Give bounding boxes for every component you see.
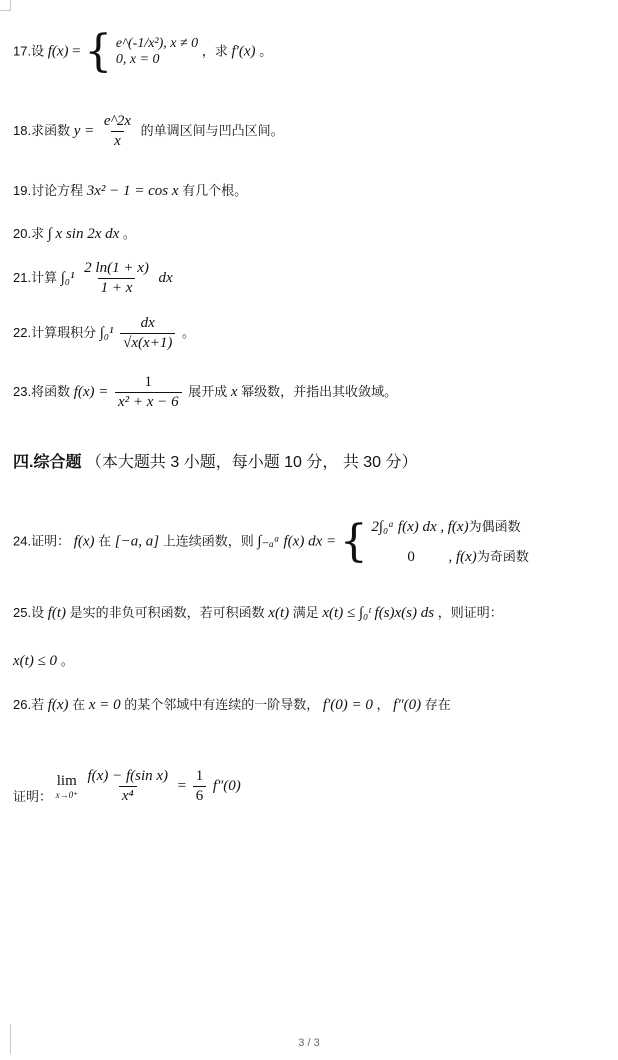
question-25: 25.设 f(t) 是实的非负可积函数，若可积函数 x(t) 满足 x(t) ≤ ∫₀ᵗ f(s)x(s) ds ，则证明： <box>13 605 503 621</box>
question-23: 23.将函数 f(x) = $\frac{1}{\text{x² + x − 6}}$ 展开成 x 幂级数，并指出其收敛域。 <box>13 374 398 410</box>
question-19: 19.讨论方程 3x² − 1 = cos x 有几个根。 <box>13 183 248 199</box>
question-24: 24.证明： f(x) 在 [−a, a] 上连续函数，则 ∫₋ₐᵃ f(x) dx = { 2∫₀ᵃ f(x) dx , f(x)为偶函数 0 , f(x)为奇函数 <box>13 516 529 567</box>
question-22: 22.计算瑕积分 ∫₀¹ $\frac{dx}{√x(x+1)}$ 。 <box>13 315 195 351</box>
case-brace: { <box>339 516 368 567</box>
fraction: $\frac{1}{\text{x² + x − 6}}$ <box>115 374 182 411</box>
limit: lim x→0⁺ <box>55 772 78 800</box>
case-brace: { <box>84 26 113 77</box>
section-heading: 四.综合题 （本大题共 3 小题，每小题 10 分， 共 30 分） <box>13 454 418 471</box>
question-17: 17.设 f(x) = { e^(-1/x²), x ≠ 0 0, x = 0 ，求 f′(x) 。 <box>13 26 273 77</box>
question-20: 20.求 ∫ x sin 2x dx 。 <box>13 226 136 242</box>
question-26-proof: 证明： lim x→0⁺ $\frac{\text{f(x) − f(sin x)}}{\text{x⁴}}$ = $\frac{1}{6}$ f″(0) <box>13 768 241 804</box>
page-number: 3 / 3 <box>298 1037 320 1049</box>
question-21: 21.计算 ∫₀¹ $\frac{2 \ln(1 + x)}{1 + x}$ dx <box>13 260 173 296</box>
question-18: 18.求函数 y = $\frac{e\^{}2x}{x}$ 的单调区间与凹凸区间。 <box>13 113 284 149</box>
fraction: $\frac{\text{f(x) − f(sin x)}}{\text{x⁴}}$ <box>87 768 169 804</box>
fraction: $\frac{1}{6}$ <box>193 768 207 805</box>
question-26: 26.若 f(x) 在 x = 0 的某个邻域中有连续的一阶导数， f′(0) = 0 ， f″(0) 存在 <box>13 697 451 713</box>
question-25-line2: x(t) ≤ 0 。 <box>13 653 74 669</box>
fraction: $\frac{e\^{}2x}{x}$ <box>103 113 132 149</box>
fraction: $\frac{2 \ln(1 + x)}{1 + x}$ <box>84 260 149 296</box>
page-corner-mark <box>0 0 11 11</box>
fraction: $\frac{dx}{√x(x+1)}$ <box>120 315 175 352</box>
